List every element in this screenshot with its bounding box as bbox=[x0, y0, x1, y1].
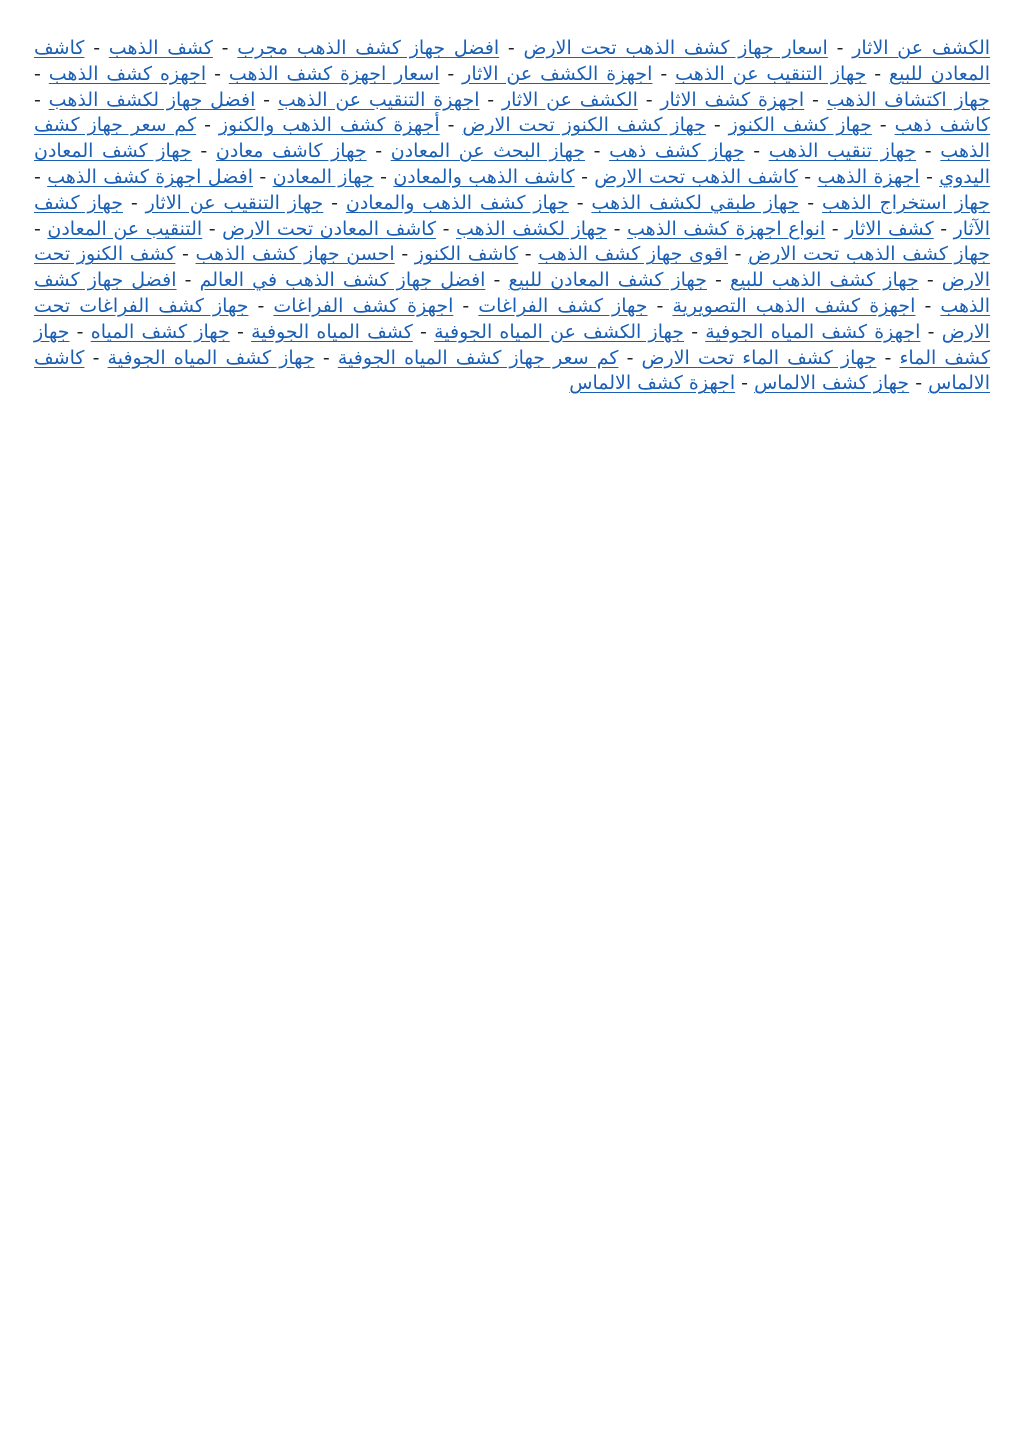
keyword-link[interactable]: اجهزة كشف الذهب التصويرية bbox=[672, 294, 916, 317]
keyword-link[interactable]: جهاز كشف المعادن اليدوي bbox=[34, 140, 991, 188]
link-separator: - bbox=[93, 37, 101, 59]
keyword-link[interactable]: جهاز كشف المياه bbox=[90, 320, 230, 343]
link-separator: - bbox=[462, 294, 470, 317]
link-separator: - bbox=[924, 294, 932, 317]
keyword-link[interactable]: جهاز كشف الآثار bbox=[34, 191, 990, 240]
link-separator: - bbox=[507, 37, 515, 59]
keyword-link[interactable]: جهاز استخراج الذهب bbox=[821, 191, 991, 214]
keyword-link[interactable]: جهاز طبقي لكشف الذهب bbox=[591, 191, 800, 214]
keyword-link[interactable]: كاشف المعادن تحت الارض bbox=[222, 217, 437, 240]
link-separator: - bbox=[811, 88, 819, 111]
keyword-link-list bbox=[34, 36, 990, 397]
keyword-link[interactable]: الكشف عن الاثار bbox=[852, 37, 991, 59]
keyword-link[interactable]: كاشف المعادن للبيع bbox=[34, 37, 990, 85]
link-separator: - bbox=[259, 165, 267, 188]
link-separator: - bbox=[884, 346, 892, 369]
link-separator: - bbox=[200, 140, 208, 163]
keyword-link[interactable]: اجهزة كشف الفراغات bbox=[273, 294, 454, 317]
keyword-link[interactable]: اقوى جهاز كشف الذهب bbox=[538, 243, 729, 266]
keyword-link[interactable]: جهاز تنقيب الذهب bbox=[768, 140, 917, 163]
link-separator: - bbox=[76, 320, 84, 343]
link-separator: - bbox=[420, 320, 427, 343]
keyword-link[interactable]: جهاز كشف الفراغات bbox=[478, 294, 648, 317]
link-separator: - bbox=[322, 346, 330, 369]
link-separator: - bbox=[879, 114, 887, 137]
link-separator: - bbox=[130, 191, 138, 214]
keyword-link[interactable]: افضل جهاز كشف الذهب في العالم bbox=[199, 269, 486, 292]
keyword-link[interactable]: جهاز كشف المعادن للبيع bbox=[508, 269, 707, 292]
link-separator: - bbox=[656, 294, 664, 317]
link-separator: - bbox=[804, 165, 812, 188]
keyword-link[interactable]: اسعار جهاز كشف الذهب تحت الارض bbox=[523, 37, 828, 59]
link-separator: - bbox=[447, 62, 455, 85]
link-separator: - bbox=[874, 62, 882, 85]
link-separator: - bbox=[237, 320, 244, 343]
keyword-link[interactable]: كاشف الكنوز bbox=[414, 243, 519, 266]
link-separator: - bbox=[753, 140, 761, 163]
keyword-link[interactable]: افضل جهاز كشف الذهب مجرب bbox=[237, 37, 500, 59]
keyword-link[interactable]: جهاز لكشف الذهب bbox=[455, 217, 608, 240]
link-separator: - bbox=[257, 294, 265, 317]
keyword-link[interactable]: كاشف ذهب bbox=[894, 114, 991, 137]
link-separator: - bbox=[926, 269, 934, 292]
keyword-link[interactable]: جهاز المعادن bbox=[272, 165, 374, 188]
link-separator: - bbox=[713, 114, 721, 137]
keyword-link[interactable]: انواع اجهزة كشف الذهب bbox=[627, 217, 826, 240]
keyword-link[interactable]: الكشف عن الاثار bbox=[501, 88, 638, 111]
keyword-link[interactable]: كاشف الالماس bbox=[34, 346, 990, 395]
link-separator: - bbox=[715, 269, 722, 292]
link-separator: - bbox=[576, 191, 584, 214]
link-separator: - bbox=[493, 269, 501, 292]
link-separator: - bbox=[836, 37, 844, 59]
link-separator: - bbox=[831, 217, 839, 240]
keyword-link[interactable]: كاشف الذهب والمعادن bbox=[393, 165, 575, 188]
link-separator: - bbox=[182, 243, 189, 266]
link-separator: - bbox=[380, 165, 387, 188]
link-separator: - bbox=[940, 217, 948, 240]
link-separator: - bbox=[34, 217, 41, 240]
link-separator: - bbox=[442, 217, 450, 240]
keyword-link[interactable]: كشف المياه الجوفية bbox=[251, 320, 413, 343]
keyword-link[interactable]: جهاز كشف ذهب bbox=[609, 140, 745, 163]
link-separator: - bbox=[208, 217, 216, 240]
keyword-link[interactable]: افضل اجهزة كشف الذهب bbox=[47, 165, 254, 188]
keyword-link[interactable]: اجهزه كشف الذهب bbox=[48, 62, 207, 85]
keyword-link[interactable]: جهاز كشف الفراغات تحت الارض bbox=[34, 294, 990, 343]
link-separator: - bbox=[581, 165, 588, 188]
keyword-link[interactable]: كشف الكنوز تحت الارض bbox=[34, 243, 991, 292]
keyword-link[interactable]: التنقيب عن المعادن bbox=[47, 217, 203, 240]
link-separator: - bbox=[447, 114, 455, 137]
link-separator: - bbox=[34, 62, 41, 85]
keyword-link[interactable]: جهاز كشف الماء تحت الارض bbox=[641, 346, 877, 369]
link-separator: - bbox=[263, 88, 271, 111]
link-separator: - bbox=[645, 88, 653, 111]
keyword-link[interactable]: جهاز التنقيب عن الذهب bbox=[675, 62, 867, 85]
link-separator: - bbox=[401, 243, 409, 266]
link-separator: - bbox=[375, 140, 383, 163]
link-separator: - bbox=[331, 191, 338, 214]
keyword-link[interactable]: جهاز كشف الذهب تحت الارض bbox=[748, 243, 990, 266]
keyword-link[interactable]: جهاز اكتشاف الذهب bbox=[826, 88, 990, 111]
link-separator: - bbox=[524, 243, 532, 266]
keyword-link[interactable]: اجهزة كشف الاثار bbox=[660, 88, 805, 111]
link-separator: - bbox=[626, 346, 634, 369]
keyword-link[interactable]: افضل جهاز كشف الذهب bbox=[34, 269, 991, 317]
keyword-link[interactable]: احسن جهاز كشف الذهب bbox=[195, 243, 395, 266]
link-separator: - bbox=[915, 372, 923, 395]
link-separator: - bbox=[924, 140, 932, 163]
keyword-link[interactable]: اجهزة الكشف عن الاثار bbox=[462, 62, 653, 85]
keyword-link[interactable]: جهاز كشف الالماس bbox=[754, 372, 910, 395]
link-separator: - bbox=[741, 372, 749, 395]
keyword-link[interactable]: كشف الذهب bbox=[108, 37, 213, 59]
keyword-link[interactable]: جهاز كشف الماء bbox=[34, 320, 991, 369]
link-separator: - bbox=[691, 320, 699, 343]
keyword-link[interactable]: كم سعر جهاز كشف الذهب bbox=[34, 114, 990, 163]
keyword-link[interactable]: اجهزة التنقيب عن الذهب bbox=[277, 88, 480, 111]
link-separator: - bbox=[660, 62, 668, 85]
link-separator: - bbox=[204, 114, 211, 137]
link-separator: - bbox=[184, 269, 192, 292]
link-separator: - bbox=[927, 320, 935, 343]
keyword-link[interactable]: جهاز كشف الكنوز bbox=[728, 114, 872, 137]
keyword-link[interactable]: جهاز كشف المياه الجوفية bbox=[107, 346, 315, 369]
keyword-link[interactable]: اجهزة كشف الالماس bbox=[569, 372, 736, 395]
link-separator: - bbox=[34, 165, 41, 188]
link-separator: - bbox=[487, 88, 495, 111]
keyword-link[interactable]: اجهزة الذهب bbox=[817, 165, 920, 188]
keyword-link[interactable]: افضل جهاز لكشف الذهب bbox=[48, 88, 256, 111]
keyword-link[interactable]: جهاز البحث عن المعادن bbox=[390, 140, 585, 163]
keyword-link[interactable]: جهاز الكشف عن المياه الجوفية bbox=[434, 320, 684, 343]
link-separator: - bbox=[613, 217, 621, 240]
link-separator: - bbox=[593, 140, 601, 163]
keyword-link[interactable]: كم سعر جهاز كشف المياه الجوفية bbox=[337, 346, 619, 369]
keyword-link[interactable]: جهاز كاشف معادن bbox=[215, 140, 367, 163]
keyword-link[interactable]: كاشف الذهب تحت الارض bbox=[594, 165, 798, 188]
link-separator: - bbox=[926, 165, 933, 188]
link-separator: - bbox=[221, 37, 229, 59]
keyword-link[interactable]: جهاز التنقيب عن الاثار bbox=[145, 191, 324, 214]
keyword-link[interactable]: أجهزة كشف الذهب والكنوز bbox=[218, 114, 440, 137]
keyword-link[interactable]: جهاز كشف الذهب والمعادن bbox=[345, 191, 569, 214]
keyword-link[interactable]: اجهزة كشف المياه الجوفية bbox=[705, 320, 921, 343]
keyword-link[interactable]: كشف الاثار bbox=[845, 217, 934, 240]
keyword-link[interactable]: جهاز كشف الذهب للبيع bbox=[729, 269, 919, 292]
keyword-link[interactable]: اسعار اجهزة كشف الذهب bbox=[228, 62, 440, 85]
link-separator: - bbox=[34, 88, 41, 111]
link-separator: - bbox=[807, 191, 815, 214]
link-separator: - bbox=[734, 243, 742, 266]
link-separator: - bbox=[92, 346, 100, 369]
link-separator: - bbox=[214, 62, 221, 85]
keyword-link[interactable]: جهاز كشف الكنوز تحت الارض bbox=[462, 114, 706, 137]
